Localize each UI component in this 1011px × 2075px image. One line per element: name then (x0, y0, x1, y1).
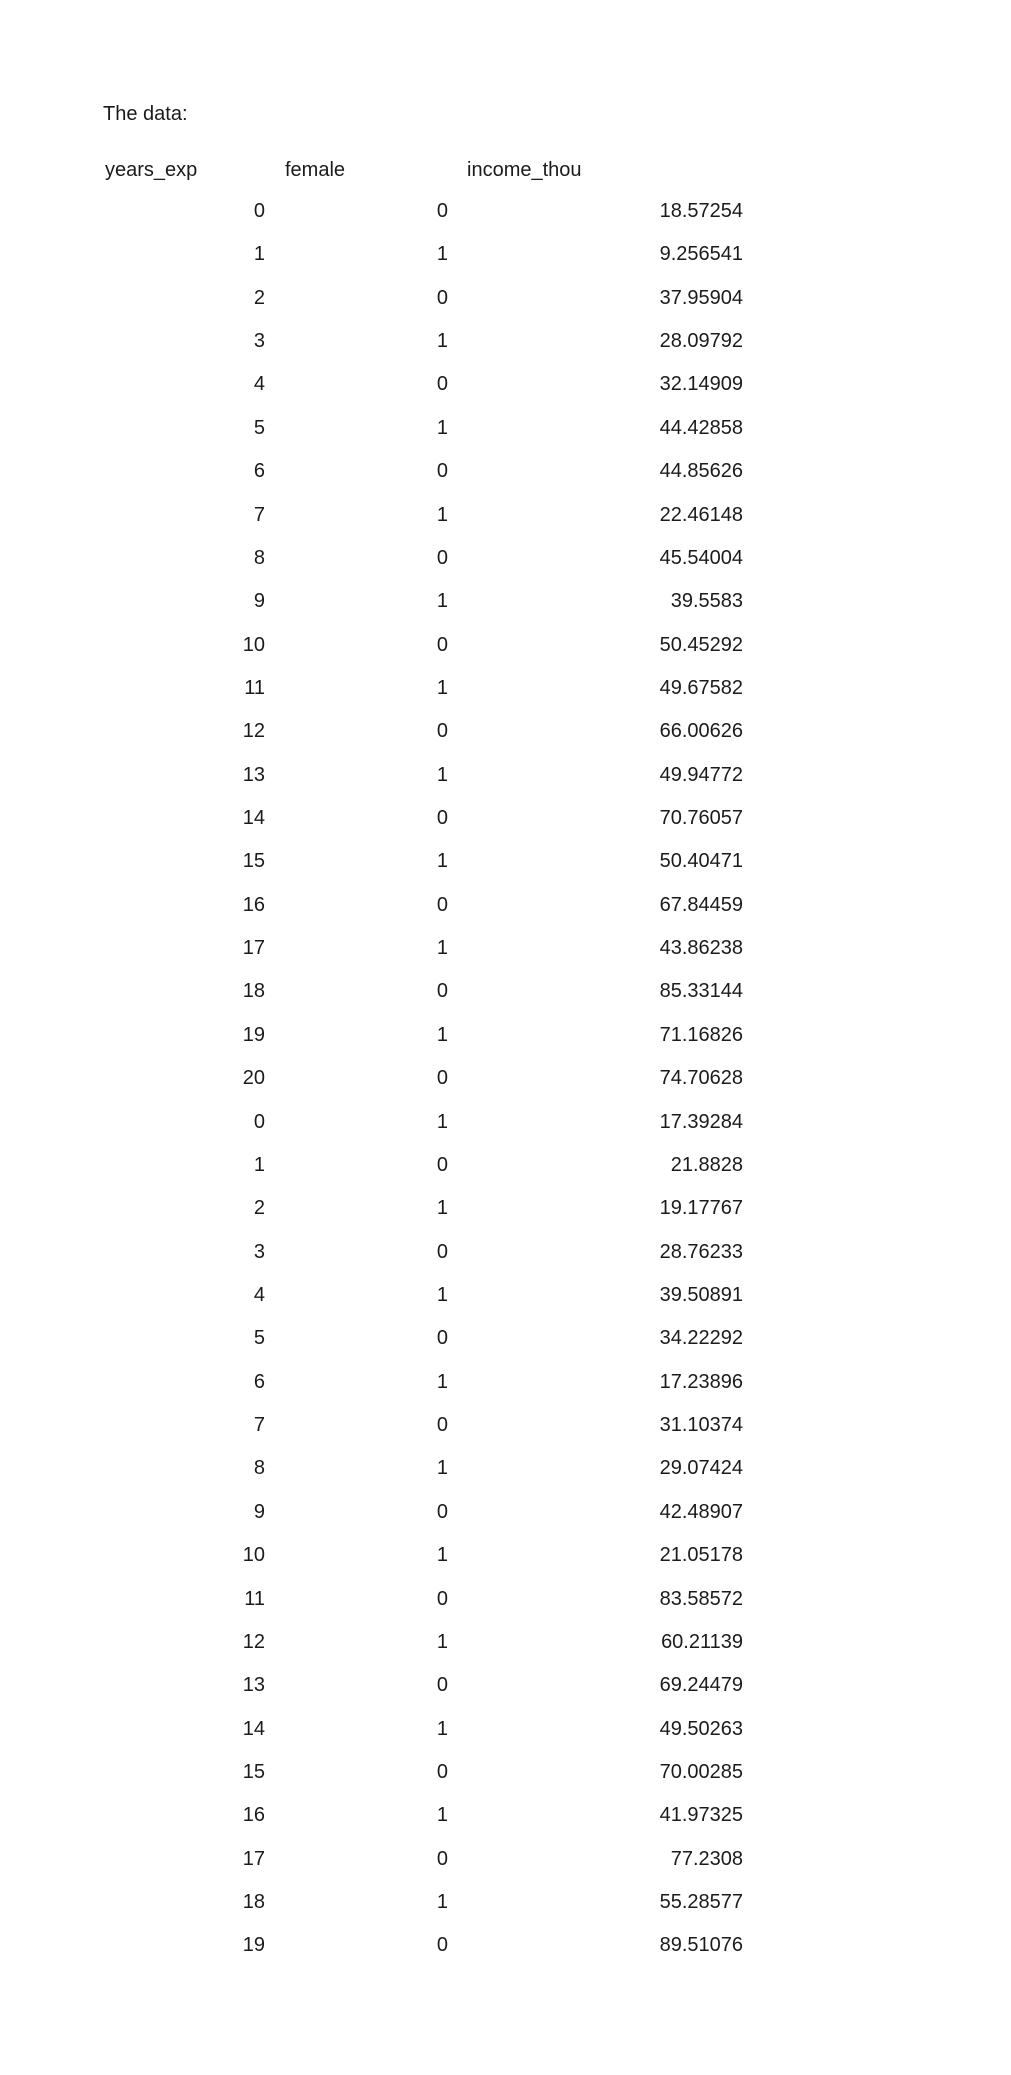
cell-years-exp: 14 (242, 807, 265, 830)
cell-years-exp: 2 (253, 286, 265, 309)
cell-years-exp: 0 (253, 200, 265, 222)
cell-female: 1 (436, 1023, 448, 1046)
cell-years-exp: 8 (253, 1457, 265, 1480)
cell-female: 0 (436, 1500, 448, 1523)
cell-income-thou: 43.86238 (659, 937, 743, 960)
cell-years-exp: 10 (242, 1544, 265, 1567)
cell-years-exp: 8 (253, 546, 265, 569)
cell-female: 0 (436, 1414, 448, 1437)
cell-income-thou: 44.42858 (659, 416, 743, 439)
cell-female: 1 (436, 1630, 448, 1653)
cell-income-thou: 31.10374 (659, 1414, 743, 1437)
table-row (105, 407, 743, 450)
column-header-female: female (285, 159, 346, 181)
table-row (105, 1534, 743, 1577)
cell-female: 1 (436, 1283, 448, 1306)
cell-female: 0 (436, 893, 448, 916)
cell-female: 1 (436, 243, 448, 266)
cell-income-thou: 70.76057 (659, 807, 743, 830)
cell-female: 1 (436, 850, 448, 873)
cell-income-thou: 55.28577 (659, 1891, 743, 1914)
table-row (105, 1491, 743, 1534)
table-row (105, 1231, 743, 1274)
table-row (105, 1317, 743, 1360)
cell-female: 0 (436, 200, 448, 222)
cell-years-exp: 7 (253, 1414, 265, 1437)
table-row (105, 1057, 743, 1100)
cell-years-exp: 11 (244, 676, 265, 699)
cell-income-thou: 32.14909 (659, 373, 743, 396)
cell-female: 0 (436, 1587, 448, 1610)
cell-female: 0 (436, 1240, 448, 1263)
cell-female: 1 (436, 330, 448, 353)
cell-years-exp: 14 (242, 1717, 265, 1740)
cell-female: 0 (436, 1067, 448, 1090)
table-row (105, 1664, 743, 1707)
cell-income-thou: 29.07424 (659, 1457, 743, 1480)
cell-income-thou: 50.40471 (659, 850, 743, 873)
table-row (105, 1404, 743, 1447)
cell-years-exp: 16 (242, 893, 265, 916)
cell-income-thou: 74.70628 (659, 1067, 743, 1090)
cell-income-thou: 50.45292 (659, 633, 743, 656)
cell-female: 1 (436, 1370, 448, 1393)
cell-female: 0 (436, 1847, 448, 1870)
table-row (105, 840, 743, 883)
cell-female: 1 (436, 1457, 448, 1480)
cell-income-thou: 17.23896 (659, 1370, 743, 1393)
table-row (105, 1924, 743, 1967)
cell-income-thou: 17.39284 (659, 1110, 743, 1133)
cell-years-exp: 16 (242, 1804, 265, 1827)
cell-female: 1 (436, 1891, 448, 1914)
cell-years-exp: 15 (242, 850, 265, 873)
table-row (105, 754, 743, 797)
cell-years-exp: 17 (242, 937, 265, 960)
table-row (105, 1274, 743, 1317)
table-row (105, 537, 743, 580)
table-row (105, 1708, 743, 1751)
table-row (105, 1881, 743, 1924)
table-row (105, 624, 743, 667)
cell-income-thou: 39.5583 (670, 590, 743, 613)
table-row (105, 190, 743, 233)
table-row (105, 1578, 743, 1621)
table-row (105, 927, 743, 970)
table-row (105, 884, 743, 927)
cell-income-thou: 9.256541 (659, 243, 743, 266)
cell-female: 1 (436, 1197, 448, 1220)
cell-female: 1 (436, 1110, 448, 1133)
cell-years-exp: 13 (242, 763, 265, 786)
table-row (105, 1794, 743, 1837)
cell-female: 1 (436, 937, 448, 960)
cell-years-exp: 1 (253, 243, 265, 266)
cell-female: 0 (436, 460, 448, 483)
cell-years-exp: 15 (242, 1760, 265, 1783)
cell-income-thou: 60.21139 (661, 1630, 743, 1653)
cell-female: 0 (436, 1760, 448, 1783)
data-table (105, 158, 743, 1968)
cell-income-thou: 18.57254 (659, 200, 743, 222)
cell-female: 0 (436, 373, 448, 396)
table-body (105, 190, 743, 1968)
cell-years-exp: 18 (242, 980, 265, 1003)
cell-female: 0 (436, 980, 448, 1003)
cell-income-thou: 70.00285 (659, 1760, 743, 1783)
table-row (105, 450, 743, 493)
cell-years-exp: 19 (242, 1934, 265, 1957)
cell-income-thou: 22.46148 (659, 503, 743, 526)
cell-income-thou: 69.24479 (659, 1674, 743, 1697)
table-row (105, 277, 743, 320)
cell-income-thou: 42.48907 (659, 1500, 743, 1523)
cell-income-thou: 28.76233 (659, 1240, 743, 1263)
cell-years-exp: 3 (253, 330, 265, 353)
cell-years-exp: 12 (242, 1630, 265, 1653)
cell-female: 1 (436, 1804, 448, 1827)
cell-female: 1 (436, 590, 448, 613)
table-row (105, 1621, 743, 1664)
table-row (105, 580, 743, 623)
cell-years-exp: 13 (242, 1674, 265, 1697)
cell-female: 0 (436, 1327, 448, 1350)
cell-female: 1 (436, 503, 448, 526)
cell-female: 0 (436, 1934, 448, 1957)
cell-income-thou: 39.50891 (659, 1283, 743, 1306)
cell-income-thou: 28.09792 (659, 330, 743, 353)
cell-female: 0 (436, 633, 448, 656)
cell-years-exp: 5 (253, 416, 265, 439)
table-row (105, 320, 743, 363)
table-row (105, 970, 743, 1013)
cell-years-exp: 7 (253, 503, 265, 526)
cell-income-thou: 49.94772 (659, 763, 743, 786)
cell-income-thou: 37.95904 (659, 286, 743, 309)
cell-income-thou: 19.17767 (659, 1197, 743, 1220)
table-row (105, 363, 743, 406)
cell-income-thou: 66.00626 (659, 720, 743, 743)
cell-income-thou: 85.33144 (659, 980, 743, 1003)
cell-income-thou: 45.54004 (659, 546, 743, 569)
cell-years-exp: 4 (253, 373, 265, 396)
cell-years-exp: 0 (253, 1110, 265, 1133)
cell-female: 1 (436, 676, 448, 699)
cell-female: 0 (436, 286, 448, 309)
table-row (105, 1447, 743, 1490)
cell-female: 0 (436, 720, 448, 743)
table-row (105, 494, 743, 537)
cell-female: 0 (436, 546, 448, 569)
table-row (105, 1101, 743, 1144)
cell-years-exp: 9 (253, 590, 265, 613)
cell-income-thou: 77.2308 (670, 1847, 743, 1870)
table-row (105, 1187, 743, 1230)
cell-income-thou: 49.50263 (659, 1717, 743, 1740)
cell-years-exp: 20 (242, 1067, 265, 1090)
cell-years-exp: 9 (253, 1500, 265, 1523)
table-row (105, 1361, 743, 1404)
cell-income-thou: 49.67582 (659, 676, 743, 699)
cell-income-thou: 41.97325 (659, 1804, 743, 1827)
table-row (105, 1014, 743, 1057)
cell-years-exp: 12 (242, 720, 265, 743)
cell-income-thou: 89.51076 (659, 1934, 743, 1957)
cell-years-exp: 11 (244, 1587, 265, 1610)
cell-years-exp: 18 (242, 1891, 265, 1914)
table-row (105, 233, 743, 276)
column-header-years-exp: years_exp (105, 159, 198, 181)
cell-years-exp: 10 (242, 633, 265, 656)
cell-years-exp: 19 (242, 1023, 265, 1046)
cell-female: 0 (436, 807, 448, 830)
cell-income-thou: 71.16826 (659, 1023, 743, 1046)
cell-years-exp: 2 (253, 1197, 265, 1220)
cell-years-exp: 17 (242, 1847, 265, 1870)
table-row (105, 797, 743, 840)
column-header-income-thou: income_thou (467, 159, 582, 181)
cell-female: 1 (436, 1544, 448, 1567)
cell-female: 1 (436, 763, 448, 786)
cell-female: 0 (436, 1674, 448, 1697)
cell-years-exp: 4 (253, 1283, 265, 1306)
table-row (105, 1144, 743, 1187)
cell-years-exp: 6 (253, 460, 265, 483)
table-row (105, 710, 743, 753)
table-row (105, 1838, 743, 1881)
cell-income-thou: 21.8828 (670, 1153, 743, 1176)
page-title: The data: (103, 103, 188, 125)
table-header-row (105, 158, 743, 190)
cell-income-thou: 44.85626 (659, 460, 743, 483)
cell-income-thou: 83.58572 (659, 1587, 743, 1610)
cell-female: 0 (436, 1153, 448, 1176)
table-row (105, 1751, 743, 1794)
cell-years-exp: 3 (253, 1240, 265, 1263)
cell-female: 1 (436, 416, 448, 439)
cell-years-exp: 6 (253, 1370, 265, 1393)
cell-income-thou: 67.84459 (659, 893, 743, 916)
cell-income-thou: 21.05178 (659, 1544, 743, 1567)
cell-income-thou: 34.22292 (659, 1327, 743, 1350)
cell-female: 1 (436, 1717, 448, 1740)
cell-years-exp: 1 (253, 1153, 265, 1176)
table-row (105, 667, 743, 710)
cell-years-exp: 5 (253, 1327, 265, 1350)
